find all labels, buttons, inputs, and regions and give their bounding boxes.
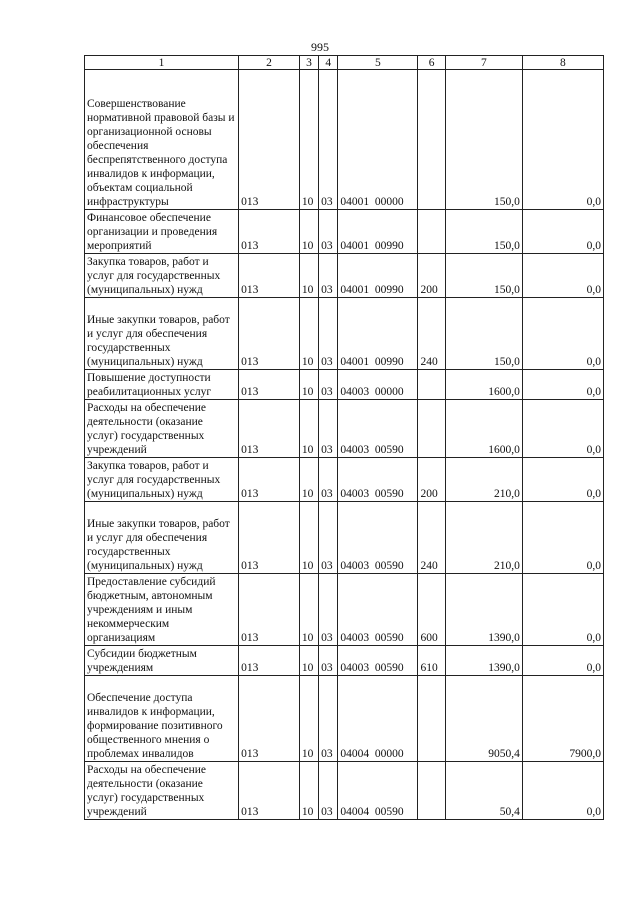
row-cell-c4: 03 xyxy=(319,646,338,676)
row-name-cell: Субсидии бюджетным учреждениям xyxy=(85,646,239,676)
row-cell-c2: 013 xyxy=(239,762,300,820)
table-row xyxy=(85,254,604,298)
row-cell-c4: 03 xyxy=(319,762,338,820)
row-cell-c3: 10 xyxy=(299,70,318,210)
row-name-cell: Расходы на обеспечение деятельности (оказание услуг) государственных учреждений xyxy=(85,400,239,458)
row-cell-c8: 0,0 xyxy=(522,458,603,502)
row-cell-c6: 200 xyxy=(418,254,445,298)
row-name-cell: Закупка товаров, работ и услуг для государственных (муниципальных) нужд xyxy=(85,458,239,502)
row-cell-c4: 03 xyxy=(319,210,338,254)
row-cell-c8: 0,0 xyxy=(522,762,603,820)
row-cell-c2: 013 xyxy=(239,458,300,502)
row-cell-c2: 013 xyxy=(239,502,300,574)
column-header: 7 xyxy=(445,56,522,70)
row-cell-c5: 04001 00000 xyxy=(338,70,418,210)
row-cell-c7: 210,0 xyxy=(445,458,522,502)
budget-table xyxy=(84,55,604,820)
row-cell-c3: 10 xyxy=(299,762,318,820)
row-cell-c8: 0,0 xyxy=(522,210,603,254)
row-cell-c2: 013 xyxy=(239,676,300,762)
row-cell-c8: 0,0 xyxy=(522,646,603,676)
row-cell-c3: 10 xyxy=(299,574,318,646)
row-cell-c7: 150,0 xyxy=(445,70,522,210)
row-cell-c4: 03 xyxy=(319,70,338,210)
row-cell-c5: 04003 00590 xyxy=(338,646,418,676)
row-cell-c3: 10 xyxy=(299,400,318,458)
column-header: 3 xyxy=(299,56,318,70)
row-name-cell: Предоставление субсидий бюджетным, автономным учреждениям и иным некоммерческим организациям xyxy=(85,574,239,646)
column-header: 1 xyxy=(85,56,239,70)
row-cell-c4: 03 xyxy=(319,502,338,574)
row-name-cell: Совершенствование нормативной правовой базы и организационной основы обеспечения беспрепятственного доступа инвалидов к информации, объектам социальной инфраструктуры xyxy=(85,70,239,210)
row-cell-c3: 10 xyxy=(299,502,318,574)
table-row xyxy=(85,400,604,458)
row-cell-c8: 0,0 xyxy=(522,574,603,646)
row-cell-c6: 240 xyxy=(418,502,445,574)
table-row xyxy=(85,70,604,210)
row-cell-c7: 1600,0 xyxy=(445,370,522,400)
row-cell-c8: 0,0 xyxy=(522,370,603,400)
row-cell-c5: 04003 00590 xyxy=(338,574,418,646)
row-cell-c7: 1390,0 xyxy=(445,574,522,646)
row-cell-c5: 04003 00590 xyxy=(338,400,418,458)
row-cell-c2: 013 xyxy=(239,646,300,676)
row-name-cell: Обеспечение доступа инвалидов к информации, формирование позитивного общественного мнения о проблемах инвалидов xyxy=(85,676,239,762)
row-cell-c2: 013 xyxy=(239,400,300,458)
column-header: 5 xyxy=(338,56,418,70)
row-cell-c2: 013 xyxy=(239,210,300,254)
row-cell-c2: 013 xyxy=(239,70,300,210)
row-name-cell: Иные закупки товаров, работ и услуг для обеспечения государственных (муниципальных) нужд xyxy=(85,502,239,574)
row-cell-c4: 03 xyxy=(319,298,338,370)
table-row xyxy=(85,676,604,762)
row-cell-c6 xyxy=(418,210,445,254)
row-cell-c8: 0,0 xyxy=(522,70,603,210)
row-cell-c6: 600 xyxy=(418,574,445,646)
row-cell-c5: 04004 00590 xyxy=(338,762,418,820)
row-cell-c4: 03 xyxy=(319,400,338,458)
table-row xyxy=(85,574,604,646)
page-number: 995 xyxy=(311,40,329,54)
row-cell-c2: 013 xyxy=(239,370,300,400)
table-row xyxy=(85,762,604,820)
row-cell-c7: 150,0 xyxy=(445,254,522,298)
table-row xyxy=(85,370,604,400)
row-cell-c6 xyxy=(418,762,445,820)
column-header: 4 xyxy=(319,56,338,70)
row-cell-c5: 04001 00990 xyxy=(338,298,418,370)
row-cell-c3: 10 xyxy=(299,254,318,298)
row-cell-c2: 013 xyxy=(239,574,300,646)
row-cell-c7: 1390,0 xyxy=(445,646,522,676)
row-name-cell: Иные закупки товаров, работ и услуг для обеспечения государственных (муниципальных) нужд xyxy=(85,298,239,370)
row-cell-c5: 04004 00000 xyxy=(338,676,418,762)
row-cell-c7: 150,0 xyxy=(445,298,522,370)
row-cell-c3: 10 xyxy=(299,458,318,502)
row-cell-c5: 04003 00590 xyxy=(338,502,418,574)
row-cell-c2: 013 xyxy=(239,298,300,370)
row-cell-c3: 10 xyxy=(299,210,318,254)
row-cell-c4: 03 xyxy=(319,574,338,646)
row-cell-c6: 240 xyxy=(418,298,445,370)
row-cell-c4: 03 xyxy=(319,676,338,762)
row-cell-c8: 0,0 xyxy=(522,502,603,574)
row-cell-c4: 03 xyxy=(319,254,338,298)
row-name-cell: Финансовое обеспечение организации и проведения мероприятий xyxy=(85,210,239,254)
column-header: 8 xyxy=(522,56,603,70)
row-cell-c8: 0,0 xyxy=(522,298,603,370)
row-cell-c6: 200 xyxy=(418,458,445,502)
table-row xyxy=(85,210,604,254)
row-cell-c5: 04003 00590 xyxy=(338,458,418,502)
row-cell-c7: 1600,0 xyxy=(445,400,522,458)
row-cell-c8: 7900,0 xyxy=(522,676,603,762)
table-row xyxy=(85,458,604,502)
row-cell-c6 xyxy=(418,400,445,458)
table-row xyxy=(85,298,604,370)
row-cell-c3: 10 xyxy=(299,370,318,400)
row-name-cell: Расходы на обеспечение деятельности (оказание услуг) государственных учреждений xyxy=(85,762,239,820)
row-cell-c3: 10 xyxy=(299,646,318,676)
row-cell-c6 xyxy=(418,370,445,400)
header-row xyxy=(85,56,604,70)
row-cell-c6 xyxy=(418,70,445,210)
row-cell-c8: 0,0 xyxy=(522,254,603,298)
row-cell-c5: 04001 00990 xyxy=(338,254,418,298)
row-cell-c2: 013 xyxy=(239,254,300,298)
row-cell-c6 xyxy=(418,676,445,762)
row-cell-c4: 03 xyxy=(319,370,338,400)
row-cell-c5: 04003 00000 xyxy=(338,370,418,400)
row-cell-c7: 210,0 xyxy=(445,502,522,574)
table-row xyxy=(85,502,604,574)
row-cell-c6: 610 xyxy=(418,646,445,676)
row-cell-c8: 0,0 xyxy=(522,400,603,458)
row-cell-c3: 10 xyxy=(299,676,318,762)
row-cell-c7: 50,4 xyxy=(445,762,522,820)
row-cell-c5: 04001 00990 xyxy=(338,210,418,254)
table-row xyxy=(85,646,604,676)
column-header: 6 xyxy=(418,56,445,70)
row-cell-c3: 10 xyxy=(299,298,318,370)
row-cell-c7: 9050,4 xyxy=(445,676,522,762)
row-cell-c4: 03 xyxy=(319,458,338,502)
row-name-cell: Закупка товаров, работ и услуг для государственных (муниципальных) нужд xyxy=(85,254,239,298)
column-header: 2 xyxy=(239,56,300,70)
row-cell-c7: 150,0 xyxy=(445,210,522,254)
row-name-cell: Повышение доступности реабилитационных услуг xyxy=(85,370,239,400)
